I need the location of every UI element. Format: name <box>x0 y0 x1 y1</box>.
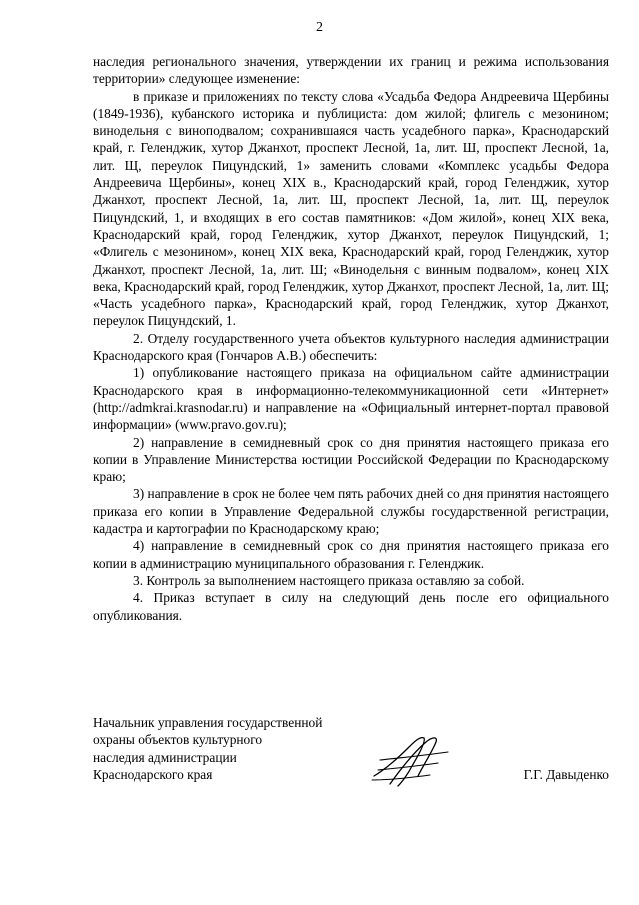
handwritten-signature <box>368 730 458 792</box>
document-body <box>93 53 609 624</box>
signer-position-line: охраны объектов культурного <box>93 732 263 748</box>
paragraph-subitem-1: 1) опубликование настоящего приказа на официальном сайте администрации Краснодарского края в информационно-телекоммуникационной сети «Интернет» (http://admkrai.krasnodar.ru) и направление на «Официальный интернет-портал правовой информации» (www.pravo.gov.ru); <box>93 365 609 433</box>
page-number: 2 <box>316 20 323 35</box>
signer-position <box>93 714 383 783</box>
signer-position-line: Краснодарского края <box>93 766 213 782</box>
paragraph-item-4: 4. Приказ вступает в силу на следующий день после его официального опубликования. <box>93 590 609 623</box>
paragraph-continuation: наследия регионального значения, утверждении их границ и режима использования территории» следующее изменение: <box>93 54 609 87</box>
paragraph-amendment: в приказе и приложениях по тексту слова «Усадьба Федора Андреевича Щербины (1849-1936), кубанского историка и публициста: дом жилой; флигель с мезонином; винодельня с виноподвалом; сохранившаяся часть усадебного парка», Краснодарский край, г. Геленджик, хутор Джанхот, проспект Лесной, 1а, лит. Ш, проспект Лесной, 1а, лит. Щ, переулок Пицундский, 1» заменить словами «Комплекс усадьбы Федора Андреевича Щербины», конец XIX в., Краснодарский край, город Геленджик, хутор Джанхот, проспект Лесной, 1а, лит. Ш, проспект Лесной, 1а, лит. Щ, переулок Пицундский, 1, и входящих в его состав памятников: «Дом жилой», конец XIX века, Краснодарский край, город Геленджик, хутор Джанхот, переулок Пицундский, 1; «Флигель с мезонином», конец XIX века, Краснодарский край, город Геленджик, хутор Джанхот, проспект Лесной, 1а, лит. Ш; «Винодельня с винным подвалом», конец XIX века, Краснодарский край, город Геленджик, хутор Джанхот, проспект Лесной, 1а, лит. Щ; «Часть усадебного парка», Краснодарский край, город Геленджик, хутор Джанхот, переулок Пицундский, 1. <box>93 88 609 329</box>
paragraph-subitem-2: 2) направление в семидневный срок со дня принятия настоящего приказа его копии в Управление Министерства юстиции Российской Федерации по Краснодарскому краю; <box>93 434 609 485</box>
signer-position-line: Начальник управления государственной <box>93 715 323 730</box>
paragraph-item-2: 2. Отделу государственного учета объектов культурного наследия администрации Краснодарского края (Гончаров А.В.) обеспечить: <box>93 330 609 364</box>
paragraph-subitem-4: 4) направление в семидневный срок со дня принятия настоящего приказа его копии в администрацию муниципального образования г. Геленджик. <box>93 538 609 571</box>
paragraph-item-3: 3. Контроль за выполнением настоящего приказа оставляю за собой. <box>133 572 525 588</box>
signer-position-line: наследия администрации <box>93 749 237 765</box>
paragraph-subitem-3: 3) направление в срок не более чем пять рабочих дней со дня принятия настоящего приказа его копии в Управление Федеральной службы государственной регистрации, кадастра и картографии по Краснодарскому краю; <box>93 486 609 537</box>
signer-name: Г.Г. Давыденко <box>523 767 609 782</box>
